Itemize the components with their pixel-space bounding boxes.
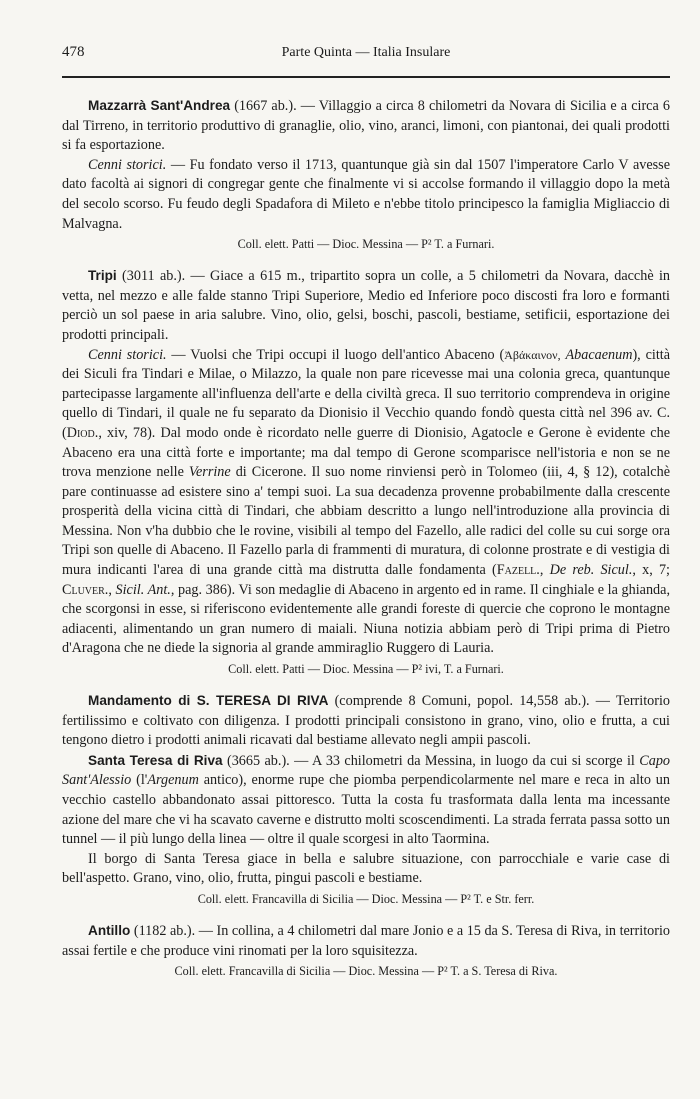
- entry-paragraph: Tripi (3011 ab.). — Giace a 615 m., tripartito sopra un colle, a 5 chilometri da Novara, dacchè in vetta, nel mezzo e alle falde stanno Tripi Superiore, Medio ed Inferiore poco discosti fra loro e formanti perciò un sol paese in aria salubre. Vino, olio, gelsi, boschi, pascoli, bestiame, setificii, esportazione dei prodotti principali.: [62, 268, 670, 343]
- entry-mandamento: [62, 691, 670, 751]
- running-title: Parte Quinta — Italia Insulare: [281, 45, 451, 60]
- entry-antillo: [62, 921, 670, 980]
- greek-name: Ἀβάκαινον,: [504, 347, 561, 362]
- cenni-label: Cenni storici.: [88, 156, 167, 173]
- entry-heading: Tripi: [88, 268, 117, 284]
- entry-tripi: [62, 266, 670, 678]
- page-header: [62, 44, 670, 68]
- cenni-label: Cenni storici.: [88, 346, 167, 363]
- entry-santa-teresa: [62, 751, 670, 908]
- entry-footer: Coll. elett. Patti — Dioc. Messina — P² T. a Furnari.: [237, 237, 495, 252]
- header-rule: [62, 76, 670, 78]
- entry-heading: Santa Teresa di Riva: [88, 752, 223, 768]
- entry-footer: Coll. elett. Francavilla di Sicilia — Dioc. Messina — P² T. a S. Teresa di Riva.: [174, 964, 558, 979]
- mandamento-lead: Mandamento di S.: [88, 693, 216, 709]
- entry-mazzarra: [62, 96, 670, 253]
- entry-paragraph: Antillo (1182 ab.). — In collina, a 4 chilometri dal mare Jonio e a 15 da S. Teresa di Riva, in territorio assai fertile e che produce vini rinomati per la loro squisitezza.: [62, 922, 670, 959]
- entry-heading: Antillo: [88, 922, 131, 938]
- entry-heading: TERESA DI RIVA: [215, 693, 329, 709]
- entry-paragraph: Il borgo di Santa Teresa giace in bella e salubre situazione, con parrocchiale e varie case di bell'aspetto. Grano, vino, olio, frutta, pingui pascoli e bestiame.: [62, 850, 670, 887]
- entry-footer: Coll. elett. Francavilla di Sicilia — Dioc. Messina — P² T. e Str. ferr.: [197, 891, 535, 906]
- entry-paragraph: Mandamento di S. TERESA DI RIVA (comprende 8 Comuni, popol. 14,558 ab.). — Territorio fertilissimo e coltivato con diligenza. I prodotti principali consistono in grano, vino, olio e frutta, a cui tengono dietro i prodotti animali ricavati dal bestiame allevato negli ampii pascoli.: [62, 693, 671, 749]
- page-content: [62, 96, 670, 993]
- entry-heading: Mazzarrà Sant'Andrea: [88, 98, 231, 113]
- entry-paragraph: Santa Teresa di Riva (3665 ab.). — A 33 chilometri da Messina, in luogo da cui si scorge il Capo Sant'Alessio (l'Argenum antico), enorme rupe che piomba perpendicolarmente nel mare e reca in alto un vecchio castello abbandonato assai pittoresco. Tutta la costa fu trasformata dalla lenta ma incessante azione del mare che vi ha scavato caverne e distrutto molti scoscendimenti. La strada ferrata passa sotto un tunnel — il più lungo della linea — oltre il quale scorgesi in alto Taormina.: [62, 752, 671, 848]
- entry-paragraph: Mazzarrà Sant'Andrea (1667 ab.). — Villaggio a circa 8 chilometri da Novara di Sicilia e a circa 6 dal Tirreno, in territorio produttivo di granaglie, olio, vino, aranci, limoni, con piantonai, dei quali prodotti si fa esportazione.: [62, 98, 670, 154]
- cenni-paragraph: Cenni storici. — Fu fondato verso il 1713, quantunque già sin dal 1507 l'imperatore Carlo V avesse dato facoltà ai signori di congregar gente che finalmente vi si accolse formando il villaggio dopo la metà del secolo scorso. Fu feudo degli Spadafora di Mileto e n'ebbe titolo principesco la famiglia Migliaccio di Malvagna.: [62, 156, 670, 232]
- page-number: 478: [62, 44, 85, 60]
- cenni-paragraph: Cenni storici. — Vuolsi che Tripi occupi il luogo dell'antico Abaceno (Ἀβάκαινον, Abacaenum), città dei Siculi fra Tindari e Milae, o Milazzo, la quale non pare ricevesse mai una colonia greca, quantunque partecipasse largamente all'influenza dell'arte e della civiltà greca. Il suo territorio comprendeva in origine quello di Tindari, il quale ne fu separato da Dionisio il Vecchio quando fondò questa città nel 396 av. C. (Diod., xiv, 78). Dal modo onde è ricordato nelle guerre di Dionisio, Agatocle e Gerone è evidente che Abaceno era una città forte e importante; ma dal tempo di Gerone scomparisce nell'istoria e non se ne trova menzione nelle Verrine di Cicerone. Il suo nome rinviensi però in Tolomeo (iii, 4, § 12), cotalchè pare continuasse ad esistere sino a' tempi suoi. La sua decadenza provenne probabilmente dalla crescente prosperità della vicina città di Tindari, che abbiam descritto a lungo nell'introduzione alla provincia di Messina. Non v'ha dubbio che le rovine, visibili al tempo del Fazello, alle radici del colle su cui sorge ora Tripi son quelle di Abaceno. Il Fazello parla di frammenti di muratura, di colonne prostrate e di vestigia di mura indicanti l'area di una grande città ma distrutta dalle fondamenta (Fazell., De reb. Sicul., x, 7; Cluver., Sicil. Ant., pag. 386). Vi son medaglie di Abaceno in argento ed in rame. Il cinghiale e la ghianda, che scorgonsi in esse, si riferiscono evidentemente alle grandi foreste di quercie che coprono le montagne adiacenti, alimentando un gran numero di maiali. Niuna notizia abbiam però di Tripi prima di Pietro d'Aragona che ne diede la signoria al grande ammiraglio Ruggero di Lauria.: [62, 346, 671, 657]
- entry-footer: Coll. elett. Patti — Dioc. Messina — P² ivi, T. a Furnari.: [228, 662, 504, 677]
